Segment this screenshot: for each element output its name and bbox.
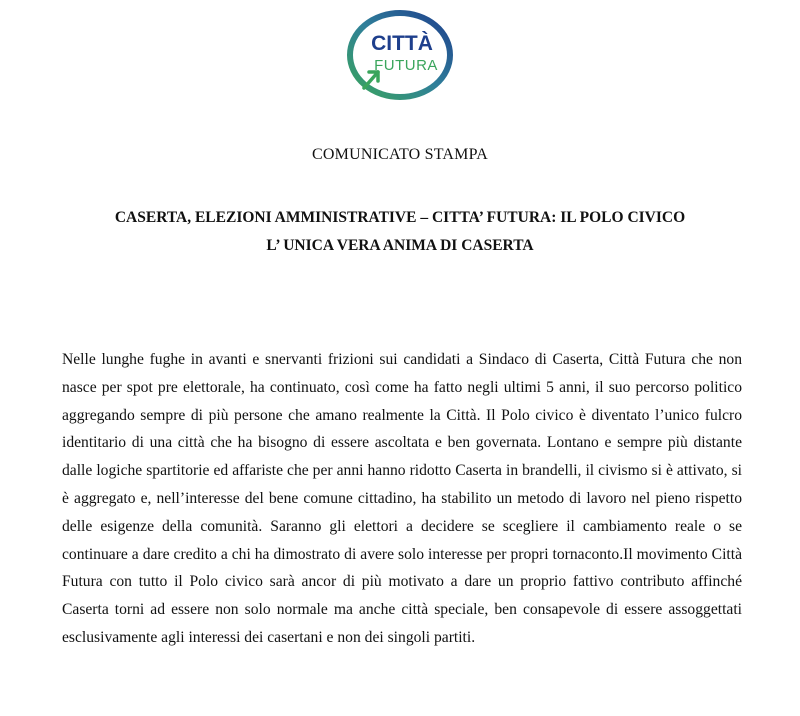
headline: [0, 204, 800, 260]
citta-futura-logo: [344, 8, 456, 102]
logo-line2: FUTURA: [374, 57, 438, 74]
arrow-icon: [364, 72, 378, 88]
press-release-label: COMUNICATO STAMPA: [312, 146, 488, 163]
logo-line1: CITTÀ: [371, 32, 433, 55]
body-paragraph: Nelle lunghe fughe in avanti e snervanti frizioni sui candidati a Sindaco di Caserta, Città Futura che non nasce per spot pre elettorale, ha continuato, così come ha fatto negli ultimi 5 anni, il suo percorso politico aggregando sempre di più persone che amano realmente la Città. Il Polo civico è diventato l’unico fulcro identitario di una città che ha bisogno di essere ascoltata e ben governata. Lontano e sempre più distante dalle logiche spartitorie ed affariste che per anni hanno ridotto Caserta in brandelli, il civismo si è attivato, si è aggregato e, nell’interesse del bene comune cittadino, ha stabilito un metodo di lavoro nel pieno rispetto delle esigenze della comunità. Saranno gli elettori a decidere se scegliere il cambiamento reale o se continuare a dare credito a chi ha dimostrato di avere solo interesse per propri tornaconto.Il movimento Città Futura con tutto il Polo civico sarà ancor di più motivato a dare un proprio fattivo contributo affinché Caserta torni ad essere non solo normale ma anche città speciale, ben consapevole di essere assoggettati esclusivamente agli interessi dei casertani e non dei singoli partiti.: [62, 351, 742, 646]
headline-line-1: CASERTA, ELEZIONI AMMINISTRATIVE – CITTA’ FUTURA: IL POLO CIVICO: [114, 209, 686, 226]
headline-line-2: L’ UNICA VERA ANIMA DI CASERTA: [266, 237, 534, 254]
